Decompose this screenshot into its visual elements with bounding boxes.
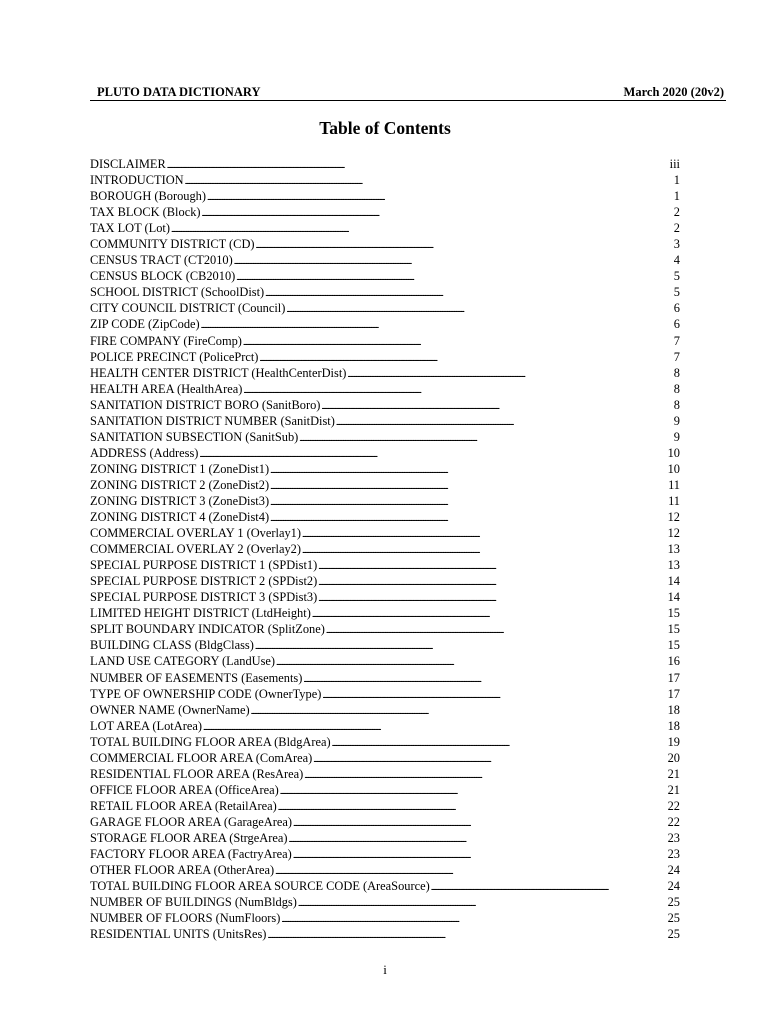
toc-entry-page: 13	[667, 558, 680, 573]
toc-dot-leader	[255, 637, 667, 654]
toc-entry-label: COMMERCIAL FLOOR AREA (ComArea)	[90, 750, 313, 765]
toc-entry[interactable]	[90, 236, 680, 252]
toc-entry-label: ZONING DISTRICT 3 (ZoneDist3)	[90, 493, 270, 508]
toc-entry[interactable]	[90, 766, 680, 782]
toc-dot-leader	[299, 429, 673, 446]
toc-entry-page: 12	[667, 526, 680, 541]
toc-entry-label: NUMBER OF EASEMENTS (Easements)	[90, 670, 303, 685]
toc-entry[interactable]	[90, 686, 680, 702]
toc-entry-label: SANITATION DISTRICT NUMBER (SanitDist)	[90, 413, 335, 428]
toc-entry-label: FACTORY FLOOR AREA (FactryArea)	[90, 847, 292, 862]
toc-entry-label: OFFICE FLOOR AREA (OfficeArea)	[90, 782, 279, 797]
toc-entry-page: 25	[667, 927, 680, 942]
toc-entry-page: 24	[667, 863, 680, 878]
toc-entry-page: 3	[673, 237, 680, 252]
toc-dot-leader	[270, 509, 667, 526]
toc-entry[interactable]	[90, 878, 680, 894]
toc-dot-leader	[265, 284, 673, 301]
toc-entry-page: 12	[667, 510, 680, 525]
toc-dot-leader	[280, 782, 667, 799]
toc-entry-page: 17	[667, 686, 680, 701]
toc-dot-leader	[318, 557, 666, 574]
toc-entry[interactable]	[90, 172, 680, 188]
toc-entry-page: 10	[667, 445, 680, 460]
toc-entry-label: FIRE COMPANY (FireComp)	[90, 333, 242, 348]
toc-entry-label: NUMBER OF FLOORS (NumFloors)	[90, 911, 281, 926]
toc-dot-leader	[202, 204, 673, 221]
toc-entry-page: 20	[667, 750, 680, 765]
toc-entry-label: COMMERCIAL OVERLAY 2 (Overlay2)	[90, 542, 301, 557]
toc-dot-leader	[278, 798, 667, 815]
toc-entry-page: 8	[673, 365, 680, 380]
toc-entry-label: HEALTH AREA (HealthArea)	[90, 381, 243, 396]
toc-dot-leader	[293, 814, 667, 831]
toc-entry-page: 5	[673, 269, 680, 284]
toc-dot-leader	[312, 605, 667, 622]
toc-dot-leader	[322, 686, 666, 703]
page-number: i	[383, 962, 387, 977]
toc-entry[interactable]	[90, 204, 680, 220]
toc-dot-leader	[167, 156, 669, 173]
toc-entry-page: 1	[673, 173, 680, 188]
toc-entry-page: 2	[673, 221, 680, 236]
toc-entry[interactable]	[90, 910, 680, 926]
toc-entry[interactable]	[90, 653, 680, 669]
toc-entry[interactable]	[90, 573, 680, 589]
toc-dot-leader	[171, 220, 673, 237]
toc-entry-label: TYPE OF OWNERSHIP CODE (OwnerType)	[90, 686, 322, 701]
toc-entry-page: 18	[667, 718, 680, 733]
toc-entry-label: BUILDING CLASS (BldgClass)	[90, 638, 254, 653]
toc-entry-label: TAX BLOCK (Block)	[90, 205, 201, 220]
toc-heading: Table of Contents	[319, 118, 451, 138]
toc-dot-leader	[336, 413, 673, 430]
toc-entry-label: SANITATION SUBSECTION (SanitSub)	[90, 429, 299, 444]
toc-entry-page: 24	[667, 879, 680, 894]
toc-dot-leader	[243, 381, 672, 398]
toc-entry-label: COMMERCIAL OVERLAY 1 (Overlay1)	[90, 526, 301, 541]
toc-entry[interactable]	[90, 637, 680, 653]
toc-entry-label: LIMITED HEIGHT DISTRICT (LtdHeight)	[90, 606, 311, 621]
toc-entry-label: TOTAL BUILDING FLOOR AREA (BldgArea)	[90, 734, 331, 749]
toc-dot-leader	[303, 670, 666, 687]
toc-entry-label: STORAGE FLOOR AREA (StrgeArea)	[90, 830, 288, 845]
toc-entry-page: 8	[673, 397, 680, 412]
toc-dot-leader	[326, 621, 667, 638]
toc-entry[interactable]	[90, 894, 680, 910]
toc-entry[interactable]	[90, 413, 680, 429]
toc-entry[interactable]	[90, 862, 680, 878]
toc-entry-page: 7	[673, 349, 680, 364]
toc-entry-label: LOT AREA (LotArea)	[90, 718, 202, 733]
toc-dot-leader	[347, 365, 672, 382]
toc-entry-page: 23	[667, 847, 680, 862]
toc-entry[interactable]	[90, 268, 680, 284]
toc-dot-leader	[199, 445, 666, 462]
toc-dot-leader	[185, 172, 673, 189]
toc-entry-page: 10	[667, 461, 680, 476]
toc-entry-label: RESIDENTIAL FLOOR AREA (ResArea)	[90, 766, 304, 781]
toc-entry[interactable]	[90, 846, 680, 862]
toc-entry-page: 9	[673, 413, 680, 428]
toc-entry[interactable]	[90, 702, 680, 718]
toc-entry[interactable]	[90, 589, 680, 605]
toc-entry-label: BOROUGH (Borough)	[90, 189, 206, 204]
toc-entry-label: ZIP CODE (ZipCode)	[90, 317, 200, 332]
toc-entry-label: SPLIT BOUNDARY INDICATOR (SplitZone)	[90, 622, 325, 637]
toc-entry-label: CENSUS TRACT (CT2010)	[90, 253, 233, 268]
toc-entry-label: SPECIAL PURPOSE DISTRICT 1 (SPDist1)	[90, 558, 318, 573]
toc-entry[interactable]	[90, 252, 680, 268]
toc-entry[interactable]	[90, 798, 680, 814]
toc-entry[interactable]	[90, 734, 680, 750]
toc-entry[interactable]	[90, 220, 680, 236]
toc-entry-label: TAX LOT (Lot)	[90, 221, 170, 236]
toc-entry[interactable]	[90, 782, 680, 798]
toc-entry[interactable]	[90, 461, 680, 477]
toc-entry-label: TOTAL BUILDING FLOOR AREA SOURCE CODE (AreaSource)	[90, 879, 430, 894]
toc-dot-leader	[313, 750, 666, 767]
toc-entry-page: 15	[667, 606, 680, 621]
toc-entry-label: INTRODUCTION	[90, 173, 184, 188]
toc-entry[interactable]	[90, 509, 680, 525]
toc-dot-leader	[270, 461, 667, 478]
toc-entry-label: SPECIAL PURPOSE DISTRICT 2 (SPDist2)	[90, 574, 318, 589]
toc-dot-leader	[256, 236, 673, 253]
toc-entry-label: POLICE PRECINCT (PolicePrct)	[90, 349, 259, 364]
toc-entry-page: 4	[673, 253, 680, 268]
toc-entry[interactable]	[90, 541, 680, 557]
toc-entry-label: OWNER NAME (OwnerName)	[90, 702, 250, 717]
toc-entry[interactable]	[90, 557, 680, 573]
document-title: PLUTO DATA DICTIONARY	[97, 85, 261, 99]
toc-entry-label: RETAIL FLOOR AREA (RetailArea)	[90, 798, 277, 813]
toc-dot-leader	[302, 525, 667, 542]
toc-entry-page: 14	[667, 574, 680, 589]
toc-entry-page: 14	[667, 590, 680, 605]
toc-dot-leader	[259, 349, 672, 366]
toc-entry[interactable]	[90, 477, 680, 493]
toc-entry-page: 19	[667, 734, 680, 749]
toc-entry[interactable]	[90, 525, 680, 541]
toc-dot-leader	[318, 573, 666, 590]
toc-entry[interactable]	[90, 605, 680, 621]
toc-dot-leader	[203, 718, 667, 735]
toc-entry-page: 2	[673, 205, 680, 220]
toc-entry-page: 21	[667, 766, 680, 781]
toc-entry-label: CITY COUNCIL DISTRICT (Council)	[90, 301, 286, 316]
toc-entry[interactable]	[90, 333, 680, 349]
toc-dot-leader	[318, 589, 666, 606]
toc-entry-page: 25	[667, 911, 680, 926]
toc-dot-leader	[431, 878, 667, 895]
toc-entry-label: ZONING DISTRICT 1 (ZoneDist1)	[90, 461, 270, 476]
toc-dot-leader	[332, 734, 667, 751]
toc-entry[interactable]	[90, 718, 680, 734]
toc-entry-page: 6	[673, 317, 680, 332]
toc-entry-page: 17	[667, 670, 680, 685]
toc-dot-leader	[275, 862, 666, 879]
toc-entry-label: DISCLAIMER	[90, 157, 166, 171]
toc-entry-label: RESIDENTIAL UNITS (UnitsRes)	[90, 927, 267, 942]
toc-dot-leader	[236, 268, 673, 285]
toc-entry[interactable]	[90, 429, 680, 445]
toc-entry[interactable]	[90, 830, 680, 846]
toc-dot-leader	[270, 477, 667, 494]
toc-entry-page: 13	[667, 542, 680, 557]
toc-entry-page: 22	[667, 798, 680, 813]
toc-entry-page: 1	[673, 189, 680, 204]
toc-dot-leader	[298, 894, 667, 911]
toc-dot-leader	[267, 926, 666, 943]
toc-entry-page: 16	[667, 654, 680, 669]
toc-entry[interactable]	[90, 493, 680, 509]
toc-entry-label: SANITATION DISTRICT BORO (SanitBoro)	[90, 397, 321, 412]
toc-entry-label: SCHOOL DISTRICT (SchoolDist)	[90, 285, 265, 300]
toc-entry[interactable]	[90, 670, 680, 686]
toc-entry[interactable]	[90, 381, 680, 397]
toc-entry-page: 11	[668, 477, 680, 492]
toc-entry-label: OTHER FLOOR AREA (OtherArea)	[90, 863, 275, 878]
toc-entry-page: 8	[673, 381, 680, 396]
toc-dot-leader	[281, 910, 666, 927]
toc-entry-page: 18	[667, 702, 680, 717]
toc-entry-page: 9	[673, 429, 680, 444]
toc-entry[interactable]	[90, 750, 680, 766]
toc-entry-page: 11	[668, 493, 680, 508]
toc-entry-page: 23	[667, 830, 680, 845]
toc-entry[interactable]	[90, 300, 680, 316]
toc-entry[interactable]	[90, 445, 680, 461]
toc-entry-page: 25	[667, 895, 680, 910]
toc-entry-page: 21	[667, 782, 680, 797]
table-of-contents	[90, 156, 680, 942]
toc-dot-leader	[201, 316, 673, 333]
toc-entry[interactable]	[90, 156, 680, 172]
toc-dot-leader	[234, 252, 673, 269]
toc-entry-page: 7	[673, 333, 680, 348]
toc-entry-label: SPECIAL PURPOSE DISTRICT 3 (SPDist3)	[90, 590, 318, 605]
toc-entry[interactable]	[90, 284, 680, 300]
toc-entry-page: iii	[669, 157, 680, 171]
toc-entry-label: LAND USE CATEGORY (LandUse)	[90, 654, 276, 669]
toc-dot-leader	[207, 188, 673, 205]
toc-dot-leader	[243, 333, 673, 350]
toc-dot-leader	[251, 702, 667, 719]
toc-entry-label: ZONING DISTRICT 4 (ZoneDist4)	[90, 510, 270, 525]
toc-entry-page: 22	[667, 814, 680, 829]
toc-entry[interactable]	[90, 814, 680, 830]
toc-dot-leader	[293, 846, 667, 863]
toc-dot-leader	[286, 300, 672, 317]
toc-dot-leader	[304, 766, 666, 783]
toc-dot-leader	[321, 397, 672, 414]
toc-entry[interactable]	[90, 316, 680, 332]
toc-entry-page: 5	[673, 285, 680, 300]
toc-entry-label: CENSUS BLOCK (CB2010)	[90, 269, 236, 284]
document-date: March 2020 (20v2)	[623, 85, 724, 99]
toc-entry-page: 15	[667, 638, 680, 653]
toc-entry[interactable]	[90, 349, 680, 365]
toc-entry-label: GARAGE FLOOR AREA (GarageArea)	[90, 814, 292, 829]
toc-entry[interactable]	[90, 397, 680, 413]
toc-entry-page: 6	[673, 301, 680, 316]
toc-entry[interactable]	[90, 926, 680, 942]
toc-dot-leader	[270, 493, 667, 510]
toc-entry-label: NUMBER OF BUILDINGS (NumBldgs)	[90, 895, 297, 910]
toc-entry-label: ADDRESS (Address)	[90, 445, 199, 460]
toc-dot-leader	[276, 653, 667, 670]
toc-entry-label: HEALTH CENTER DISTRICT (HealthCenterDist)	[90, 365, 347, 380]
toc-entry[interactable]	[90, 365, 680, 381]
page-header	[90, 83, 726, 101]
toc-entry-label: ZONING DISTRICT 2 (ZoneDist2)	[90, 477, 270, 492]
toc-entry-page: 15	[667, 622, 680, 637]
toc-dot-leader	[302, 541, 667, 558]
toc-entry[interactable]	[90, 188, 680, 204]
toc-entry-label: COMMUNITY DISTRICT (CD)	[90, 237, 255, 252]
toc-dot-leader	[288, 830, 666, 847]
toc-entry[interactable]	[90, 621, 680, 637]
